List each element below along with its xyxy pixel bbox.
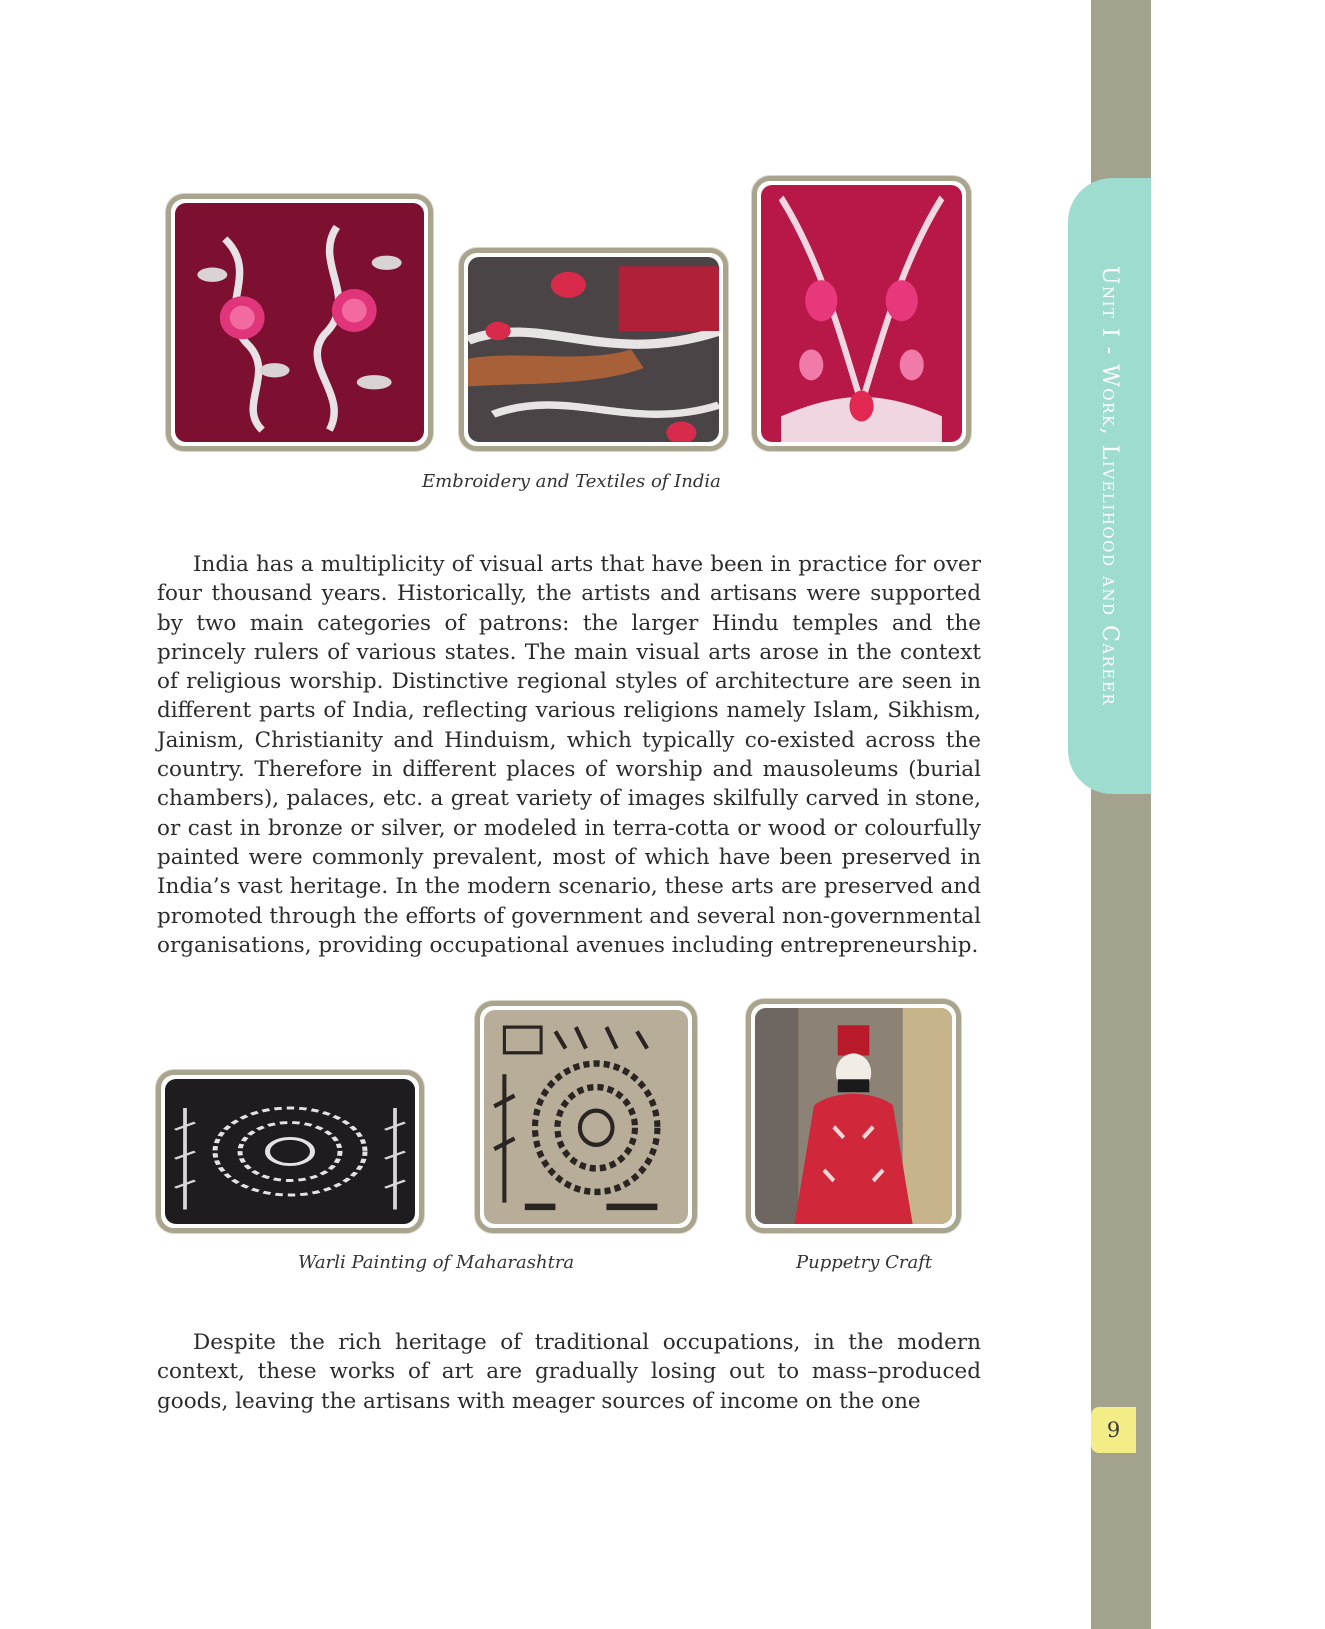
embroidery-middle-image bbox=[468, 257, 719, 442]
embroidery-left-image bbox=[175, 203, 424, 442]
warli-right-image bbox=[484, 1010, 688, 1224]
photo-warli-left bbox=[156, 1070, 424, 1233]
photo-puppetry bbox=[746, 999, 961, 1233]
warli-left-image bbox=[165, 1079, 415, 1224]
paragraph-visual-arts: India has a multiplicity of visual arts that have been in practice for over four thousand years. Historically, the artists and artisans were supported by two main categories of patrons: the larger Hindu temples and the princely rulers of various states. The main visual arts arose in the context of religious worship. Distinctive regional styles of architecture are seen in different parts of India, reflecting various religions namely Islam, Sikhism, Jainism, Christianity and Hinduism, which typically co-existed across the country. Therefore in different places of worship and mausoleums (burial chambers), palaces, etc. a great variety of images skilfully carved in stone, or cast in bronze or silver, or modeled in terra-cotta or wood or colourfully painted were commonly prevalent, most of which have been preserved in India’s vast heritage. In the modern scenario, these arts are preserved and promoted through the efforts of government and several non-governmental organisations, providing occupational avenues including entrepreneurship. bbox=[157, 552, 981, 958]
embroidery-right-image bbox=[761, 185, 962, 442]
unit-tab-label-box bbox=[1068, 178, 1151, 794]
photo-embroidery-left bbox=[166, 194, 433, 451]
puppetry-image bbox=[755, 1008, 952, 1224]
page-number: 9 bbox=[1091, 1407, 1136, 1453]
photo-embroidery-right bbox=[752, 176, 971, 451]
caption-puppetry: Puppetry Craft bbox=[796, 1252, 933, 1273]
photo-embroidery-middle bbox=[459, 248, 728, 451]
caption-embroidery: Embroidery and Textiles of India bbox=[422, 471, 721, 492]
caption-warli: Warli Painting of Maharashtra bbox=[298, 1252, 575, 1273]
photo-warli-right bbox=[475, 1001, 697, 1233]
unit-tab-label: Unit I - Work, Livelihood and Career bbox=[1097, 265, 1122, 707]
paragraph-heritage-decline: Despite the rich heritage of traditional occupations, in the modern context, these works of art are gradually losing out to mass–produced goods, leaving the artisans with meager sources of income on the one bbox=[157, 1330, 981, 1414]
